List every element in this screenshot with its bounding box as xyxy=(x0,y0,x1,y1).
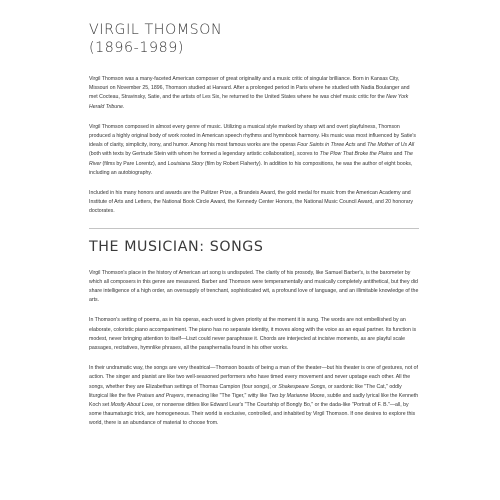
paragraph-text: Virgil Thomson's place in the history of American art song is undisputed. The clarity of his prosody, like Samuel Barber's, is the barometer by which all composers in this genre are measured. Barber and Thomson were temperamentally and musically completely antithetical, but they did share intelligence of a high order, an oversupply of trenchant, sophisticated wit, a profound love of language, and an illimitable knowledge of the arts. xyxy=(89,269,419,304)
italic-title-text: The Mother of Us All xyxy=(367,142,415,149)
italic-title-text: Praises and Prayers xyxy=(136,392,184,399)
paragraph-text: and xyxy=(355,142,368,149)
italic-title-text: Shakespeare Songs xyxy=(278,383,326,390)
paragraph-text: and xyxy=(392,151,404,158)
paragraph-text: . xyxy=(122,103,125,110)
composer-name-heading: VIRGIL THOMSON xyxy=(89,22,223,38)
songs-paragraph xyxy=(89,316,419,353)
italic-title-text: The Plow That Broke the Plains xyxy=(319,151,393,158)
songs-paragraph xyxy=(89,364,419,428)
document-page xyxy=(89,22,419,440)
paragraph-text: (film by Robert Flaherty). In addition to his compositions, he was the author of eight books, including an autobiography. xyxy=(89,160,413,176)
bio-paragraph xyxy=(89,123,419,178)
songs-section xyxy=(89,269,419,429)
italic-title-text: Four Saints in Three Acts xyxy=(297,142,356,149)
paragraph-text: In their undramatic way, the songs are very theatrical—Thomson boasts of being a man of the theater—but his theater is one of gestures, not of action. The singer and pianist are like two well-seasoned performers who have timed every movement and never upstage each other. All the songs, whether they are Elizabethan settings of Thomas Campion (four songs), or xyxy=(89,365,418,390)
paragraph-text: Virgil Thomson composed in almost every genre of music. Utilizing a musical style marked by sharp wit and overt playfulness, Thomson produced a highly original body of work rooted in American speech rhythms and hymnbook harmony. His music was most influenced by Satie's ideals of clarity, simplicity, irony, and humor. Among his most famous works are the operas xyxy=(89,123,417,149)
paragraph-text: , or sardonic like "The Cat," oddly liturgical like the five xyxy=(89,383,402,399)
italic-title-text: Louisiana Story xyxy=(167,160,204,167)
paragraph-text: , or nonsense ditties like Edward Lear's "The Courtship of Bongly Bo," or the dada-like "Portrait of F. B."—all, by some thaumaturgic trick, are homogeneous. Their world is exclusive, controlled, and inhabited by Virgil Thomson. If one desires to explore this world, there is an abundance of material to choose from. xyxy=(89,402,416,427)
italic-title-text: Two by Marianne Moore xyxy=(268,392,325,399)
section-divider xyxy=(89,228,419,229)
section-heading-songs: THE MUSICIAN: SONGS xyxy=(89,238,264,255)
songs-paragraph xyxy=(89,269,419,306)
bio-paragraph xyxy=(89,189,419,217)
biography-section xyxy=(89,75,419,217)
italic-title-text: The River xyxy=(89,151,413,167)
italic-title-text: New York Herald Tribune xyxy=(89,94,409,110)
paragraph-text: Virgil Thomson was a many-faceted American composer of great originality and a music critic of singular brilliance. Born in Kansas City, Missouri on November 25, 1896, Thomson studied at Harvard. After a prolonged period in Paris where he studied with Nadia Boulanger and met Cocteau, Stravinsky, Satie, and the artists of Les Six, he returned to the United States where he was chief music critic for the xyxy=(89,76,410,101)
bio-paragraph xyxy=(89,75,419,112)
paragraph-text: (both with texts by Gertrude Stein with whom he formed a legendary artistic collaboration), scores to xyxy=(89,151,320,158)
paragraph-text: (films by Pare Lorentz), and xyxy=(101,160,168,167)
paragraph-text: , subtle and sadly lyrical like the Kenneth Koch set xyxy=(89,392,419,409)
paragraph-text: Included in his many honors and awards are the Pulitzer Prize, a Brandeis Award, the gold medal for music from the American Academy and Institute of Arts and Letters, the National Book Circle Award, the Kennedy Center Honors, the National Music Council Award, and 20 honorary doctorates. xyxy=(89,190,413,215)
italic-title-text: Mostly About Love xyxy=(110,402,154,409)
composer-years-heading: (1896-1989) xyxy=(89,39,185,56)
paragraph-text: In Thomson's setting of poems, as in his operas, each word is given priority at the moment it is sung. The words are not embellished by an elaborate, coloristic piano accompaniment. The piano has no separate identity, it moves along with the voice as an equal partner. Its function is modest, never bringing attention to itself—Liszt could never paraphrase it. Chords are interjected at incisive moments, as are playful scale passages, recitatives, hymnlike phrases, all the paraphernalia found in his other works. xyxy=(89,317,417,352)
paragraph-text: , menacing like "The Tiger," witty like xyxy=(183,392,269,399)
